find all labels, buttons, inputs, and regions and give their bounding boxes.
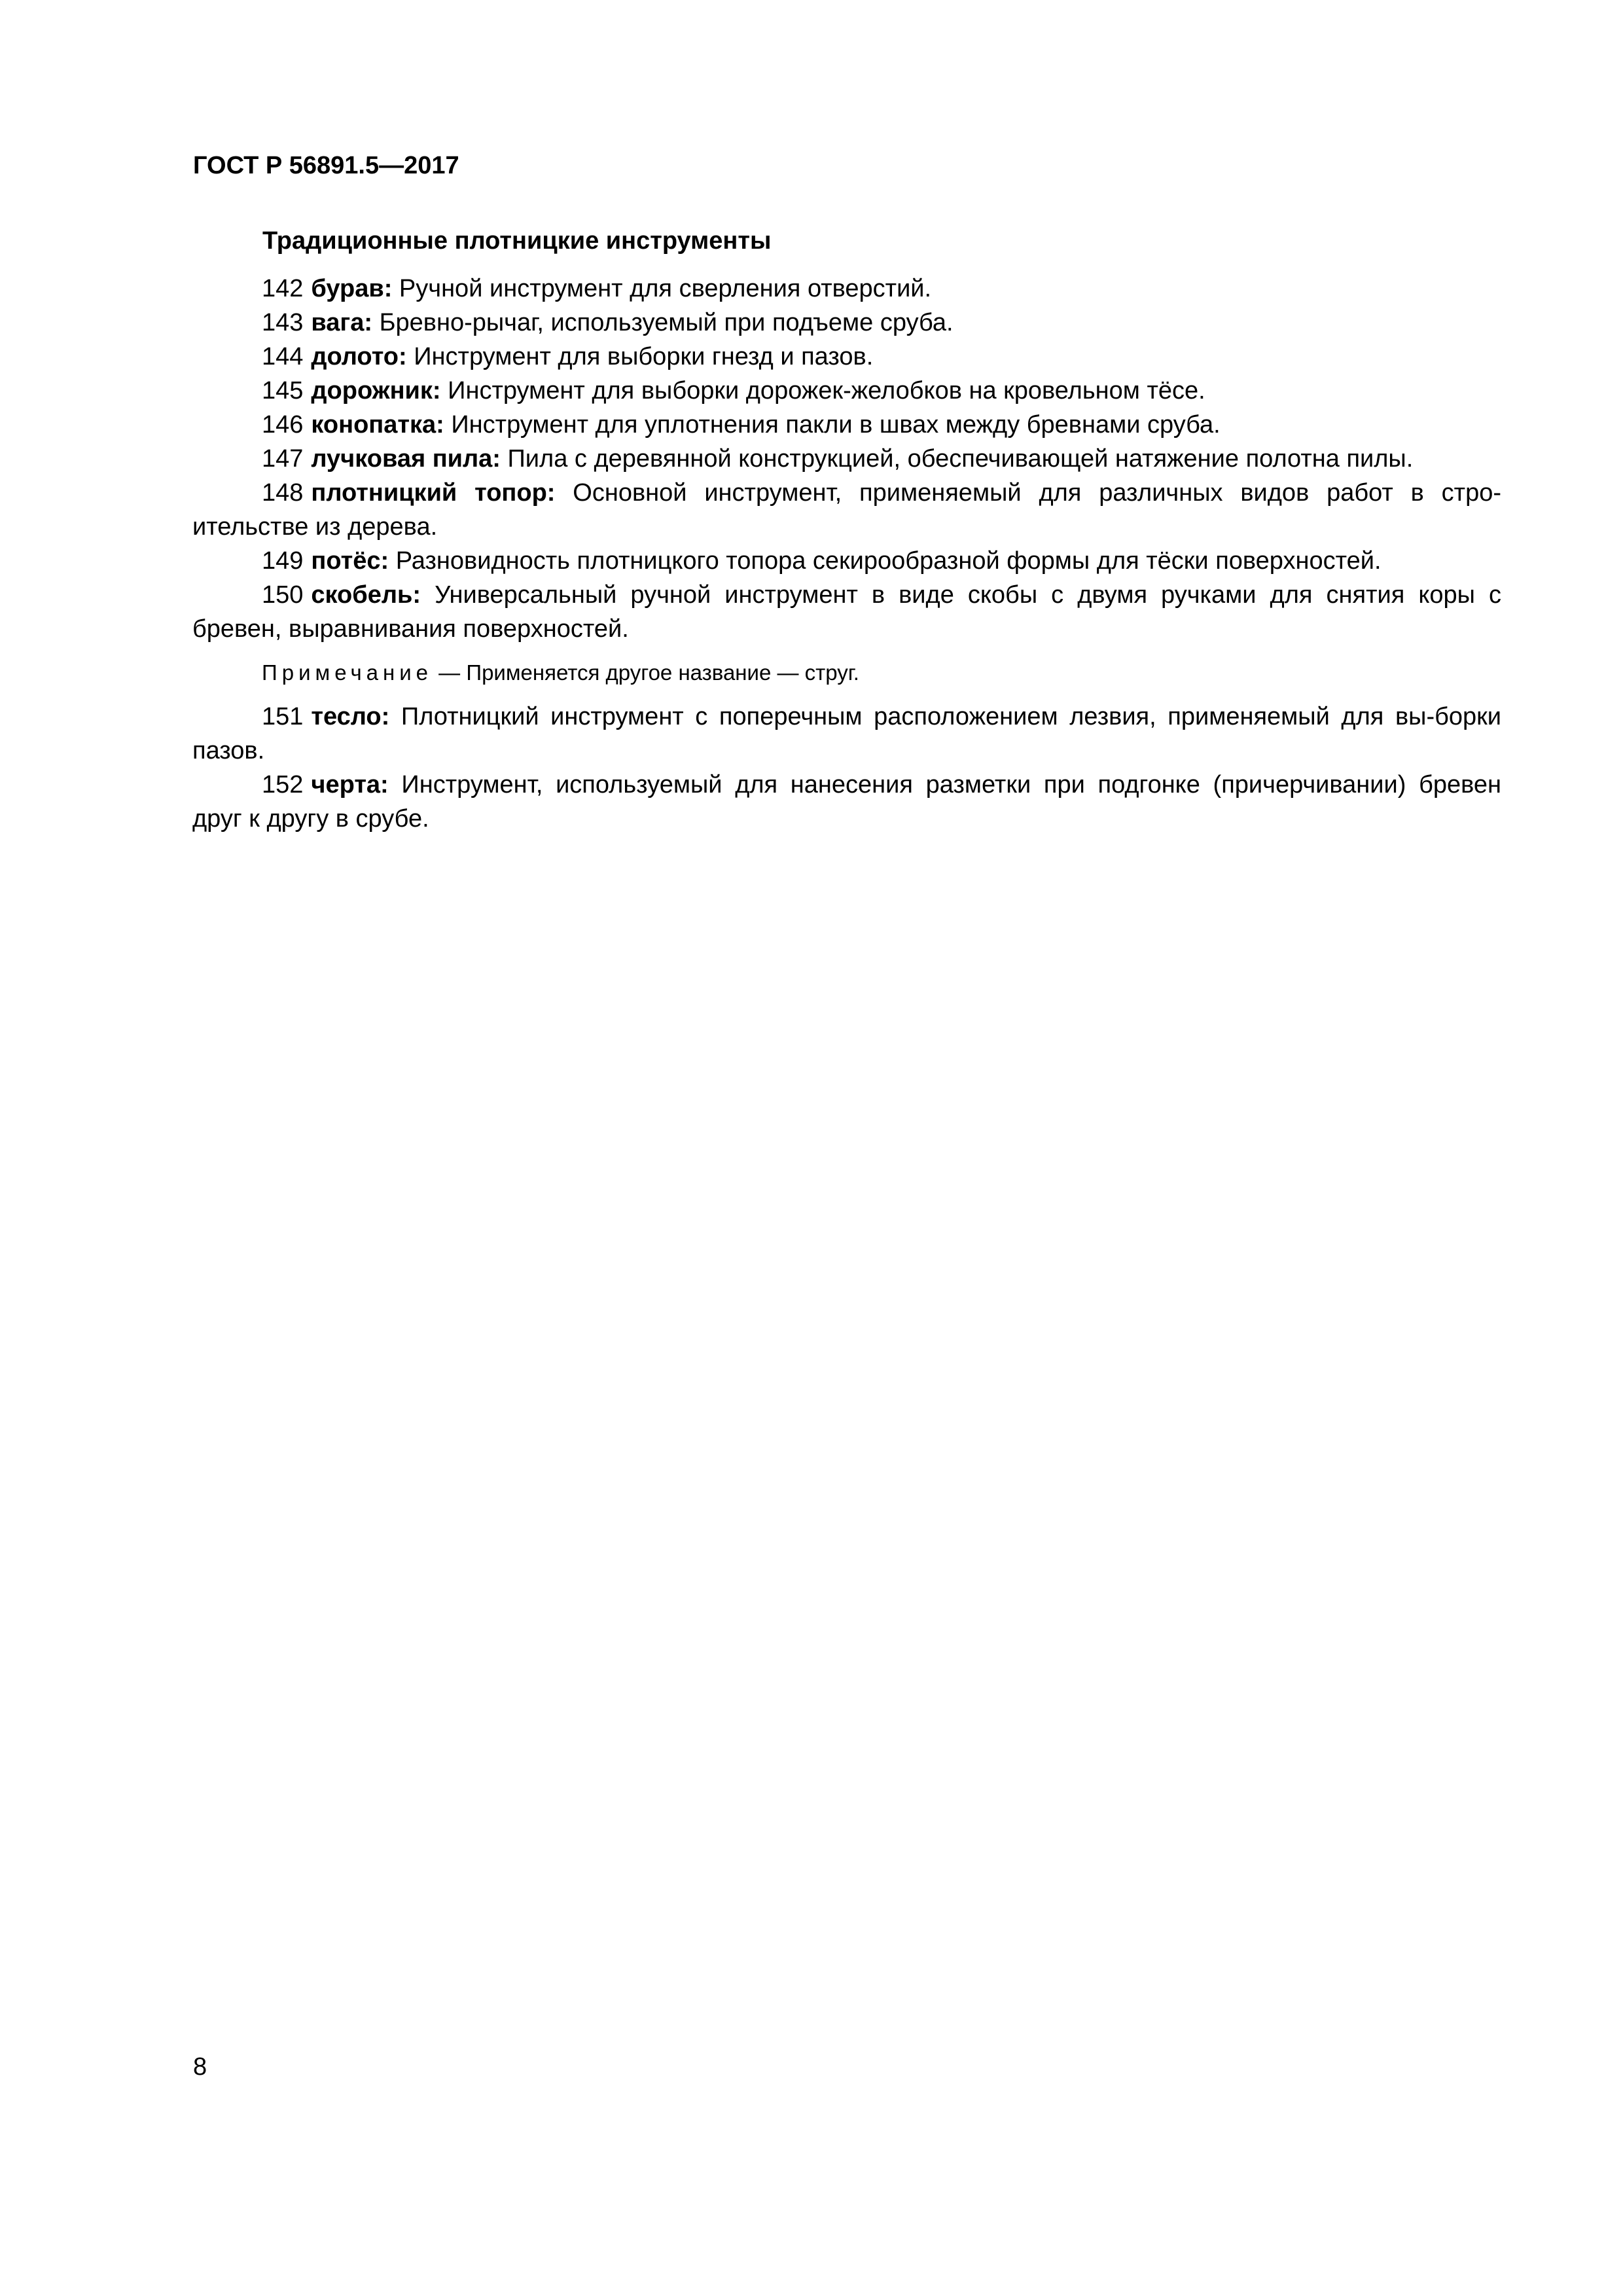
term-entry — [192, 272, 1501, 306]
entry-number: 143 — [262, 309, 304, 336]
term-entry — [192, 442, 1501, 476]
entry-term: черта: — [311, 771, 389, 798]
entry-number: 151 — [262, 703, 304, 730]
term-entry — [192, 408, 1501, 442]
entry-definition: Ручной инструмент для сверления отверстий. — [392, 275, 932, 302]
entry-definition: Плотницкий инструмент с поперечным расположением лезвия, применяемый для вы-борки пазов. — [192, 703, 1501, 764]
term-entry — [192, 700, 1501, 768]
entry-definition: Инструмент для уплотнения пакли в швах между бревнами сруба. — [444, 411, 1221, 439]
term-entry — [192, 768, 1501, 836]
entry-term: лучковая пила: — [311, 445, 501, 473]
entry-term: дорожник: — [311, 377, 441, 404]
entry-definition: Пила с деревянной конструкцией, обеспечивающей натяжение полотна пилы. — [500, 445, 1414, 473]
entry-term: потёс: — [311, 547, 389, 575]
section-title: Традиционные плотницкие инструменты — [262, 227, 772, 255]
term-entry — [192, 374, 1501, 408]
entry-definition: Инструмент для выборки дорожек-желобков на кровельном тёсе. — [440, 377, 1205, 404]
entry-number: 149 — [262, 547, 304, 575]
entry-number: 146 — [262, 411, 304, 439]
term-entry — [192, 306, 1501, 340]
term-entry — [192, 544, 1501, 578]
entry-number: 148 — [262, 479, 304, 507]
page-number: 8 — [193, 2053, 207, 2081]
entry-term: бурав: — [311, 275, 393, 302]
document-header: ГОСТ Р 56891.5—2017 — [193, 152, 459, 179]
entry-number: 142 — [262, 275, 304, 302]
entry-term: тесло: — [311, 703, 390, 730]
term-list — [192, 272, 1501, 836]
entry-number: 147 — [262, 445, 304, 473]
entry-term: конопатка: — [311, 411, 444, 439]
entry-number: 152 — [262, 771, 304, 798]
note-label: Примечание — [262, 660, 433, 685]
entry-definition: Разновидность плотницкого топора секирообразной формы для тёски поверхностей. — [389, 547, 1382, 575]
note-text: — Применяется другое название — струг. — [433, 660, 859, 685]
term-entry — [192, 578, 1501, 646]
entry-definition: Инструмент, используемый для нанесения разметки при подгонке (причерчивании) бревен друг к другу в срубе. — [192, 771, 1501, 833]
entry-definition: Основной инструмент, применяемый для различных видов работ в стро-ительстве из дерева. — [192, 479, 1501, 541]
entry-number: 150 — [262, 581, 304, 609]
term-entry — [192, 476, 1501, 544]
entry-number: 145 — [262, 377, 304, 404]
note — [192, 658, 1501, 688]
term-entry — [192, 340, 1501, 374]
entry-number: 144 — [262, 343, 304, 370]
entry-term: долото: — [311, 343, 407, 370]
entry-definition: Универсальный ручной инструмент в виде скобы с двумя ручками для снятия коры с бревен, выравнивания поверхностей. — [192, 581, 1501, 643]
entry-term: скобель: — [311, 581, 421, 609]
entry-definition: Бревно-рычаг, используемый при подъеме сруба. — [372, 309, 954, 336]
entry-term: плотницкий топор: — [311, 479, 556, 507]
entry-definition: Инструмент для выборки гнезд и пазов. — [406, 343, 874, 370]
entry-term: вага: — [311, 309, 373, 336]
